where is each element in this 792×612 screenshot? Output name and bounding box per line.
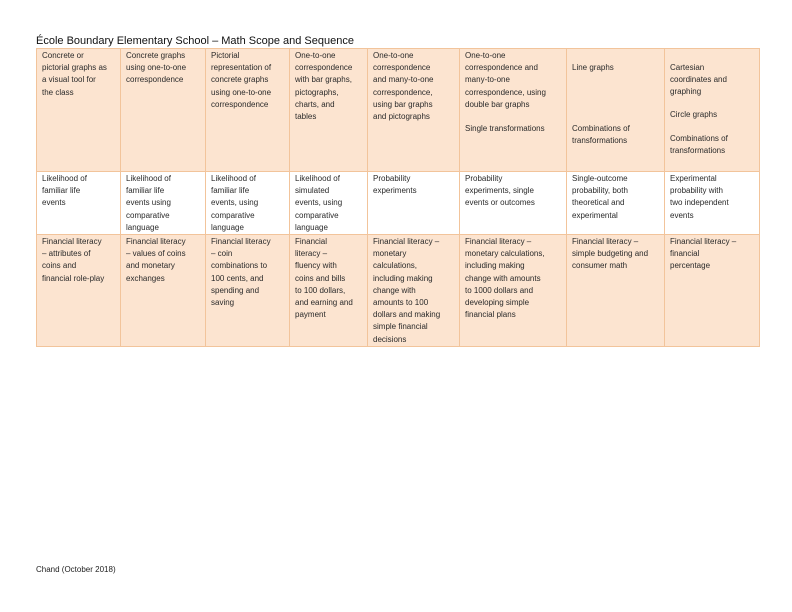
table-cell: Likelihood of familiar life events using comparative language xyxy=(121,172,206,235)
cell-subtext: Combinations of transformations xyxy=(670,133,728,156)
table-cell: Likelihood of simulated events, using comparative language xyxy=(290,172,368,235)
table-cell: Financial literacy – financial percentage xyxy=(665,235,760,347)
table-cell: Probability experiments, single events or outcomes xyxy=(460,172,567,235)
table-cell: Pictorial representation of concrete graphs using one-to-one correspondence xyxy=(206,49,290,172)
table-cell: Financial literacy – fluency with coins and bills to 100 dollars, and earning and payment xyxy=(290,235,368,347)
document-title: École Boundary Elementary School – Math Scope and Sequence xyxy=(36,35,354,47)
document-footer: Chand (October 2018) xyxy=(36,565,116,574)
table-cell: Financial literacy – values of coins and monetary exchanges xyxy=(121,235,206,347)
table-cell: Financial literacy – attributes of coins and financial role-play xyxy=(37,235,121,347)
table-cell: Financial literacy – monetary calculations, including making change with amounts to 1000 dollars and developing simple financial plans xyxy=(460,235,567,347)
table-cell: One-to-one correspondence and many-to-one correspondence, using bar graphs and pictographs xyxy=(368,49,460,172)
table-row xyxy=(37,172,760,235)
table-row xyxy=(37,49,760,172)
scope-sequence-table xyxy=(36,48,760,347)
table-cell: One-to-one correspondence with bar graphs, pictographs, charts, and tables xyxy=(290,49,368,172)
table-cell: Financial literacy – monetary calculations, including making change with amounts to 100 dollars and making simple financial decisions xyxy=(368,235,460,347)
table-cell: Single-outcome probability, both theoretical and experimental xyxy=(567,172,665,235)
table-cell: Concrete graphs using one-to-one correspondence xyxy=(121,49,206,172)
table-cell: Concrete or pictorial graphs as a visual tool for the class xyxy=(37,49,121,172)
table-cell: Likelihood of familiar life events, using comparative language xyxy=(206,172,290,235)
table-cell: One-to-one correspondence and many-to-one correspondence, using double bar graphs Single transformations xyxy=(460,49,567,172)
table-cell: Likelihood of familiar life events xyxy=(37,172,121,235)
table-cell: Financial literacy – coin combinations to 100 cents, and spending and saving xyxy=(206,235,290,347)
table-cell: Experimental probability with two independent events xyxy=(665,172,760,235)
table-row xyxy=(37,235,760,347)
table-cell: Cartesian coordinates and graphing Circle graphs Combinations of transformations xyxy=(665,49,760,172)
table-cell: Financial literacy – simple budgeting and consumer math xyxy=(567,235,665,347)
table-cell: Probability experiments xyxy=(368,172,460,235)
cell-subtext: Combinations of transformations xyxy=(572,124,630,146)
cell-subtext: Circle graphs xyxy=(670,109,718,119)
table-cell: Line graphs Combinations of transformations xyxy=(567,49,665,172)
cell-subtext: Single transformations xyxy=(465,124,545,134)
